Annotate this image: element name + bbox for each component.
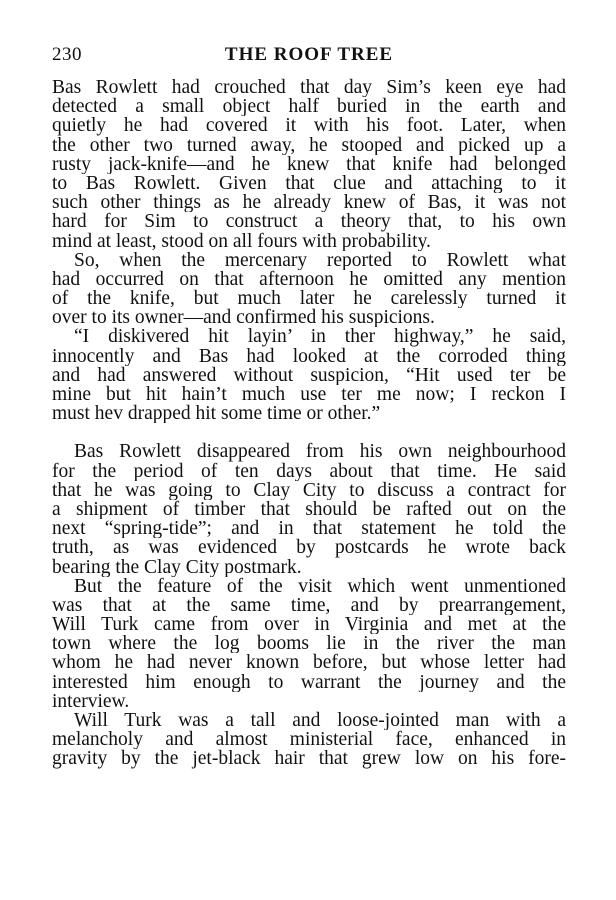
text-line: over to its owner—and confirmed his suspicions. <box>52 308 435 328</box>
text-line: that he was going to Clay City to discuss a contract for <box>52 480 566 500</box>
text-line: Bas Rowlett had crouched that day Sim’s keen eye had <box>52 78 566 98</box>
text-line: mine but hit hain’t much use ter me now; I reckon I <box>52 385 566 405</box>
text-line: a shipment of timber that should be rafted out on the <box>52 499 566 520</box>
text-line: had occurred on that afternoon he omitted any mention <box>52 269 566 290</box>
text-line: gravity by the jet-black hair that grew low on his fore- <box>52 749 566 769</box>
text-line: melancholy and almost ministerial face, enhanced in <box>52 730 566 750</box>
text-line: bearing the Clay City postmark. <box>52 557 302 577</box>
text-line: quietly he had covered it with his foot. Later, when <box>52 116 566 136</box>
text-line: of the knife, but much later he carelessly turned it <box>52 289 566 309</box>
text-line: Will Turk was a tall and loose-jointed man with a <box>74 711 566 731</box>
text-line: Will Turk came from over in Virginia and met at the <box>52 615 566 635</box>
text-line: to Bas Rowlett. Given that clue and attaching to it <box>52 173 566 194</box>
text-line: detected a small object half buried in the earth and <box>52 97 566 117</box>
text-line: interview. <box>52 691 130 711</box>
text-line: So, when the mercenary reported to Rowlett what <box>74 250 566 270</box>
text-line: for the period of ten days about that time. He said <box>52 461 566 481</box>
text-line: Bas Rowlett disappeared from his own neighbourhood <box>74 442 566 462</box>
text-line: town where the log booms lie in the river the man <box>52 634 566 654</box>
text-line: such other things as he already knew of Bas, it was not <box>52 193 566 213</box>
text-line: rusty jack-knife—and he knew that knife had belonged <box>52 154 566 174</box>
text-line: hard for Sim to construct a theory that, to his own <box>52 212 566 232</box>
text-line: was that at the same time, and by prearrangement, <box>52 595 566 616</box>
section-break <box>52 423 566 442</box>
text-line: next “spring-tide”; and in that statement he told the <box>52 519 566 539</box>
running-title: THE ROOF TREE <box>224 44 394 65</box>
text-line: whom he had never known before, but whose letter had <box>52 653 566 673</box>
page-number: 230 <box>52 44 82 65</box>
text-line: mind at least, stood on all fours with probability. <box>52 231 431 251</box>
body-text <box>52 78 566 769</box>
book-page <box>52 44 566 769</box>
text-line: and had answered without suspicion, “Hit used ter be <box>52 365 566 385</box>
text-line: must hev drapped hit some time or other.” <box>52 404 381 424</box>
text-line: interested him enough to warrant the journey and the <box>52 672 566 692</box>
text-line: truth, as was evidenced by postcards he wrote back <box>52 538 566 558</box>
page-header <box>52 44 566 74</box>
text-line: “I diskivered hit layin’ in ther highway,” he said, <box>74 327 566 347</box>
text-line: the other two turned away, he stooped and picked up a <box>52 135 566 155</box>
text-line: But the feature of the visit which went unmentioned <box>74 576 566 596</box>
text-line: innocently and Bas had looked at the corroded thing <box>52 346 566 366</box>
